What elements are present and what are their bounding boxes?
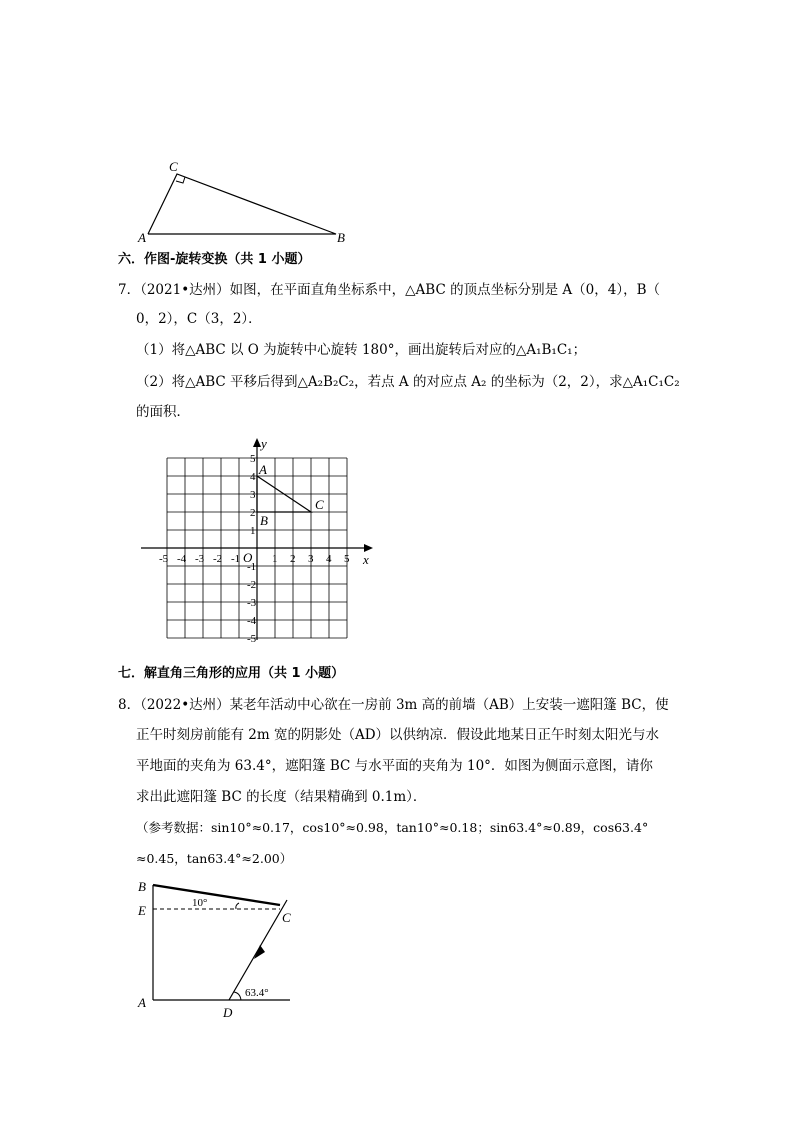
y-tick-label: 2 [250,507,256,519]
angle-63-label: 63.4° [245,987,269,999]
y-axis-arrow [253,438,261,447]
grid-label-a: A [259,462,267,477]
coordinate-grid-figure [135,430,385,650]
triangle-figure [130,150,360,250]
y-tick-label: -4 [247,615,257,627]
x-tick-label: -3 [195,553,205,565]
q8-line1 [118,695,669,715]
fig8-label-a: A [138,995,146,1010]
x-tick-label: -4 [177,553,187,565]
x-tick-label: -1 [231,553,241,565]
q8-reference-1: （参考数据：sin10°≈0.17，cos10°≈0.98，tan10°≈0.18；sin63.4°≈0.89，cos63.4° [136,820,649,835]
x-tick-label: 1 [272,553,278,565]
q7-part2-cont: 的面积． [136,404,190,420]
y-tick-label: 3 [250,489,256,501]
angle-10-arc [236,903,239,909]
y-tick-label: 1 [250,525,256,537]
q8-reference-2: ≈0.45，tan63.4°≈2.00） [136,851,293,866]
q7-part1: （1）将△ABC 以 O 为旋转中心旋转 180°，画出旋转后对应的△A₁B₁C₁； [136,342,587,358]
angle-63-arc [234,992,241,1000]
q7-text-1: 如图，在平面直角坐标系中，△ABC 的顶点坐标分别是 A（0，4），B（ [229,282,660,298]
label-a: A [138,230,146,245]
q8-text-1: （2022•达州）某老年活动中心欲在一房前 3m 高的前墙（AB）上安装一遮阳篷 BC，使 [140,697,669,713]
x-axis-label: x [363,552,369,567]
awning-figure [130,875,310,1025]
q8-line2: 正午时刻房前能有 2m 宽的阴影处（AD）以供纳凉．假设此地某日正午时刻太阳光与水 [136,727,660,743]
fig8-label-d: D [223,1005,233,1020]
x-axis-arrow [364,544,373,552]
y-tick-label: -3 [247,597,257,609]
q7-part2: （2）将△ABC 平移后得到△A₂B₂C₂，若点 A 的对应点 A₂ 的坐标为（2，2），求△A₁C₁C₂ [136,374,680,390]
q8-line4: 求出此遮阳篷 BC 的长度（结果精确到 0.1m）． [136,789,427,805]
x-tick-label: 2 [290,553,296,565]
y-tick-label: 5 [250,453,256,465]
q7-line1 [118,280,660,300]
grid-label-c: C [315,497,324,512]
label-c: C [169,159,178,174]
x-tick-label: 4 [326,553,332,565]
x-tick-label: -2 [213,553,223,565]
x-tick-label: 3 [308,553,314,565]
y-axis-label: y [261,436,267,451]
y-tick-labels [247,453,257,645]
q8-line3: 平地面的夹角为 63.4°，遮阳篷 BC 与水平面的夹角为 10°．如图为侧面示意图，请你 [136,758,653,774]
q7-line2: 0，2），C（3，2）． [136,311,262,327]
right-angle-mark [176,177,185,183]
q7-number: 7． [118,282,141,298]
section-7-heading: 七．解直角三角形的应用（共 1 小题） [118,666,345,681]
y-tick-label: 4 [250,471,256,483]
origin-label: O [243,550,253,565]
awning-bc [153,885,280,905]
label-b: B [337,230,345,245]
section-6-heading: 六．作图-旋转变换（共 1 小题） [118,252,311,267]
fig8-label-e: E [138,903,146,918]
fig8-label-b: B [138,879,146,894]
x-tick-label: 5 [344,553,350,565]
y-tick-label: -5 [247,633,257,645]
grid-label-b: B [260,513,268,528]
sun-ray-arrow [254,945,265,959]
q8-number: 8． [118,697,141,713]
fig8-label-c: C [282,910,291,925]
q7-source: （2021•达州） [140,282,230,298]
y-tick-label: -1 [247,561,257,573]
angle-10-label: 10° [192,897,208,909]
y-tick-label: -2 [247,579,257,591]
x-tick-label: -5 [159,553,169,565]
